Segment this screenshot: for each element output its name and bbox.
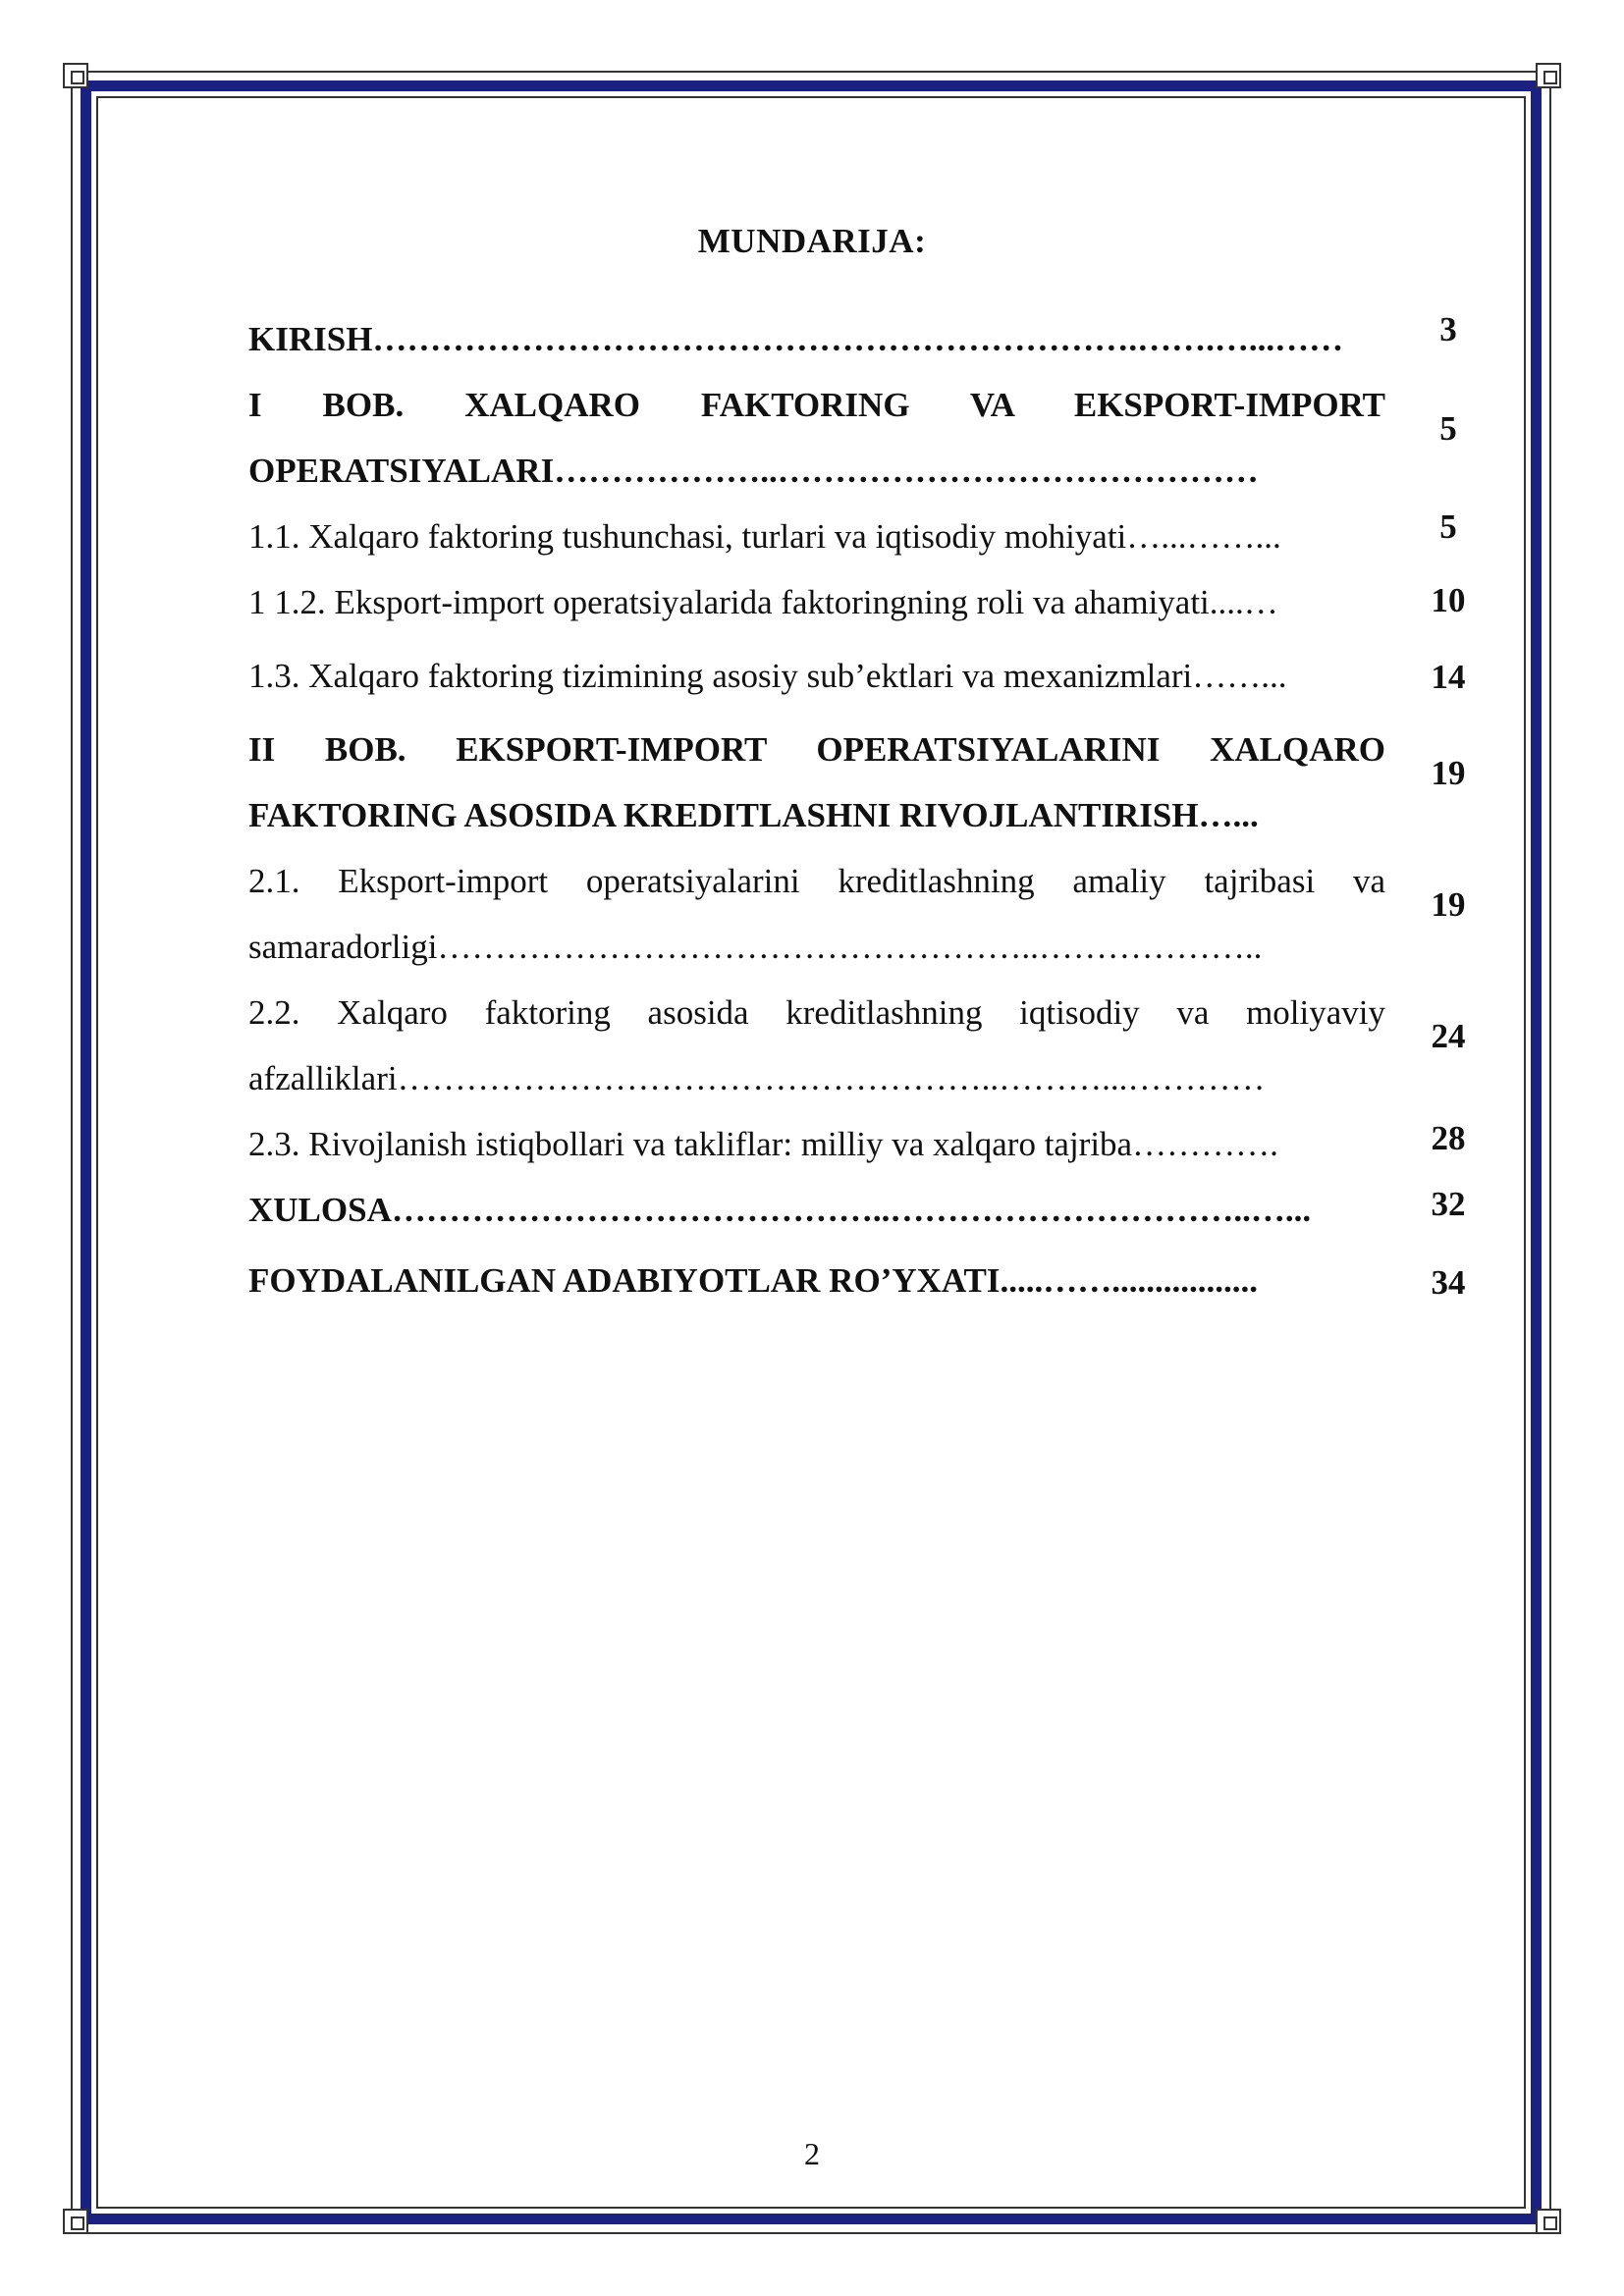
toc-entry-text: OPERATSIYALARI………………..……………………………………: [248, 452, 1259, 490]
toc-page-number: 19: [1431, 885, 1466, 924]
toc-entry-xulosa[interactable]: [248, 1177, 1488, 1248]
toc-page-number: 10: [1431, 581, 1466, 619]
toc-page-number: 32: [1431, 1185, 1466, 1223]
toc-entry-1-1[interactable]: [248, 504, 1488, 569]
toc-entry-kirish[interactable]: [248, 306, 1488, 372]
toc-entry-chapter-2[interactable]: [248, 717, 1488, 848]
toc-entry-2-2[interactable]: [248, 980, 1488, 1111]
corner-ornament-icon: [1536, 2209, 1561, 2234]
toc-page-number: 5: [1439, 507, 1457, 546]
toc-page-number: 24: [1431, 1017, 1466, 1055]
toc-entry-text: I BOB. XALQARO FAKTORING VA EKSPORT-IMPORT: [248, 386, 1385, 424]
toc-entry-2-1[interactable]: [248, 848, 1488, 980]
toc-entry-text: 1 1.2. Eksport-import operatsiyalarida faktoringning roli va ahamiyati....…: [248, 583, 1278, 621]
toc-entry-text: II BOB. EKSPORT-IMPORT OPERATSIYALARINI XALQARO: [248, 730, 1385, 769]
toc-entry-text: 1.1. Xalqaro faktoring tushunchasi, turlari va iqtisodiy mohiyati…...……...: [248, 517, 1281, 556]
corner-ornament-icon: [63, 2209, 88, 2234]
toc-entry-text: FOYDALANILGAN ADABIYOTLAR RO’YXATI.....…….................: [248, 1261, 1259, 1300]
toc-entry-references[interactable]: [248, 1248, 1488, 1318]
page-number: 2: [804, 2136, 820, 2171]
toc-page-number: 28: [1431, 1119, 1466, 1157]
toc-entry-text: KIRISH………………………………………………………….…….…...……: [248, 320, 1344, 358]
toc-entry-text: samaradorligi……………………………………………..………………..: [248, 928, 1263, 966]
corner-ornament-icon: [1536, 63, 1561, 88]
toc-entry-text: afzalliklari……………………………………………..………...…………: [248, 1059, 1266, 1097]
toc-entry-text: 2.1. Eksport-import operatsiyalarini kreditlashning amaliy tajribasi va: [248, 862, 1385, 900]
toc-entry-text: 2.3. Rivojlanish istiqbollari va takliflar: milliy va xalqaro tajriba………….: [248, 1125, 1278, 1163]
corner-ornament-icon: [63, 63, 88, 88]
toc-entry-text: XULOSA……………………………………..…………………………..…...: [248, 1191, 1312, 1229]
toc-page-number: 3: [1439, 310, 1457, 348]
toc-page-number: 5: [1439, 409, 1457, 448]
toc-entry-1-3[interactable]: [248, 643, 1488, 717]
toc-entry-text: FAKTORING ASOSIDA KREDITLASHNI RIVOJLANTIRISH…...: [248, 796, 1259, 834]
page-title: MUNDARIJA:: [697, 222, 927, 260]
toc-entry-text: 1.3. Xalqaro faktoring tizimining asosiy sub’ektlari va mexanizmlari……...: [248, 657, 1287, 695]
toc-entry-chapter-1[interactable]: [248, 372, 1488, 504]
table-of-contents: [248, 306, 1488, 1318]
toc-entry-2-3[interactable]: [248, 1111, 1488, 1177]
toc-entry-1-2[interactable]: [248, 569, 1488, 643]
toc-entry-text: 2.2. Xalqaro faktoring asosida kreditlashning iqtisodiy va moliyaviy: [248, 993, 1385, 1032]
toc-page-number: 14: [1431, 658, 1466, 696]
toc-page-number: 34: [1431, 1263, 1466, 1302]
toc-page-number: 19: [1431, 754, 1466, 792]
